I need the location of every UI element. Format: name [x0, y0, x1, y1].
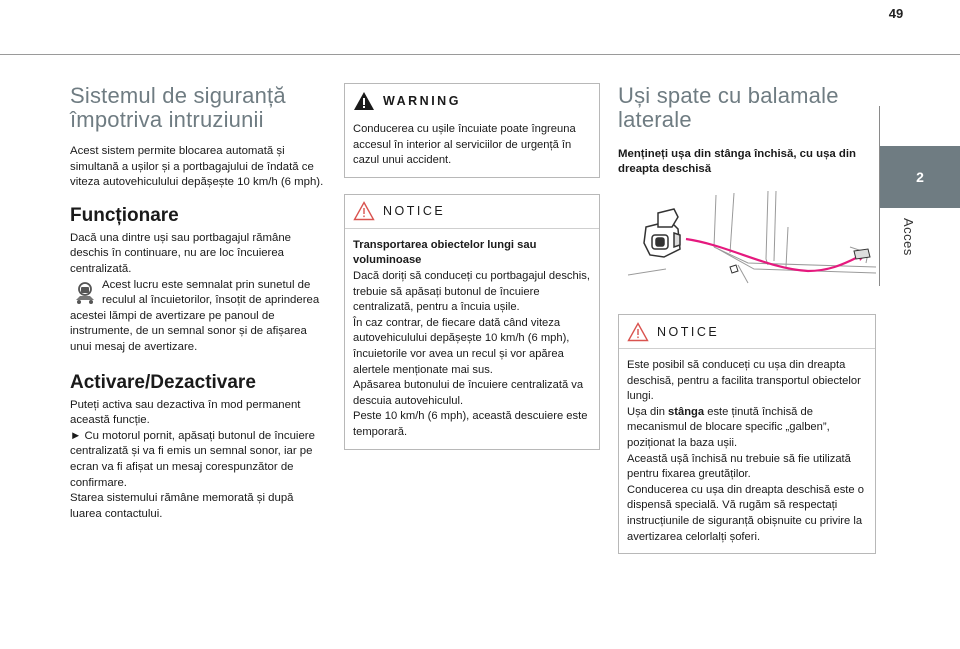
notice-paragraph-3: Apăsarea butonului de încuiere centralizată va descuia autovehiculul.: [353, 379, 584, 407]
lock-warning-lamp-icon: [70, 278, 100, 308]
activation-paragraph-3: Starea sistemului rămâne memorată și după luarea contactului.: [70, 492, 294, 520]
operation-paragraph-2: [70, 278, 328, 356]
notice-body: [345, 229, 599, 449]
warning-header: [345, 84, 599, 118]
notice-label-rear-doors: NOTICE: [657, 324, 720, 339]
warning-label: WARNING: [383, 94, 461, 108]
chapter-title: Acces: [901, 218, 916, 256]
chapter-tab[interactable]: [880, 146, 960, 208]
notice-triangle-icon: [353, 201, 375, 221]
warning-box: [344, 83, 600, 178]
notice-triangle-icon: [627, 322, 649, 342]
rear-notice-paragraph-3: Această ușă închisă nu trebuie să fie utilizată pentru fixarea greutăților.: [627, 452, 851, 481]
heading-operation: Funcționare: [70, 204, 179, 226]
notice-label: NOTICE: [383, 204, 446, 219]
warning-triangle-icon: [353, 91, 375, 111]
notice-title: Transportarea obiectelor lungi sau voluminoase: [353, 238, 537, 267]
heading-activate-deactivate: Activare/Dezactivare: [70, 371, 256, 393]
page-number: 49: [888, 6, 904, 21]
column-warnings: [344, 83, 600, 466]
notice-body-rear-doors: [619, 349, 875, 553]
operation-paragraph-1: Dacă una dintre uși sau portbagajul rămâne deschis în continuare, nu are loc încuierea centralizată.: [70, 231, 291, 275]
section-title-anti-intrusion: Sistemul de siguranță împotriva intruziunii: [70, 83, 286, 132]
intro-paragraph: Acest sistem permite blocarea automată și simultană a ușilor și a portbagajului de îndată ce viteza autovehiculului depășește 10 km/h (6 mph).: [70, 145, 324, 189]
rear-notice-paragraph-4: Conducerea cu ușa din dreapta deschisă este o dispensă specială. Vă rugăm să respectați instrucțiunile de siguranță obișnuite cu privire la avertizarea celorlalți șoferi.: [627, 483, 864, 543]
rear-notice-paragraph-2: Ușa din stânga este ținută închisă de mecanismul de blocare specific „galben”, poziționat la baza ușii.: [627, 405, 830, 449]
notice-header: [345, 195, 599, 229]
rear-doors-subheading: Mențineți ușa din stânga închisă, cu ușa din dreapta deschisă: [618, 148, 856, 175]
warning-text: Conducerea cu ușile încuiate poate îngreuna accesul în interior al serviciilor de urgență în cazul unui accident.: [353, 123, 576, 167]
rear-door-lock-illustration: [618, 187, 876, 297]
notice-paragraph-4: Peste 10 km/h (6 mph), această descuiere este temporară.: [353, 410, 588, 438]
column-anti-intrusion: [70, 84, 328, 522]
notice-header-rear-doors: [619, 315, 875, 349]
notice-paragraph-1: Dacă doriți să conduceți cu portbagajul deschis, trebuie să apăsați butonul de încuiere centralizată, pentru a încuia ușile.: [353, 269, 590, 314]
column-rear-doors: [618, 84, 876, 570]
chapter-number: 2: [916, 169, 924, 185]
activation-paragraph-1: Puteți activa sau dezactiva în mod permanent această funcție.: [70, 398, 301, 427]
operation-paragraph-2-text: Acest lucru este semnalat prin sunetul de reculul al încuietorilor, însoțit de aprinderea acestei lămpi de avertizare pe panoul de instrumente, de un semnal sonor și de afișarea unui mesaj de avertizare.: [70, 278, 320, 353]
section-title-rear-doors: Uși spate cu balamale laterale: [618, 83, 839, 132]
notice-paragraph-2: În caz contrar, de fiecare dată când viteza autovehiculului depășește 10 km/h (6 mph), încuietorile vor avea un recul și vor apărea alertele menționate mai sus.: [353, 316, 570, 376]
notice-box-rear-doors: [618, 314, 876, 554]
rear-notice-paragraph-1: Este posibil să conduceți cu ușa din dreapta deschisă, pentru a facilita transportul obiectelor lungi.: [627, 359, 861, 403]
activation-paragraph-2: ► Cu motorul pornit, apăsați butonul de încuiere centralizată și va fi emis un semnal sonor, iar pe ecran va fi afișat un mesaj corespunzător de confirmare.: [70, 429, 315, 489]
header-divider: [0, 54, 960, 55]
pointer-arrow-icon: [686, 239, 858, 271]
notice-box-long-objects: [344, 194, 600, 450]
